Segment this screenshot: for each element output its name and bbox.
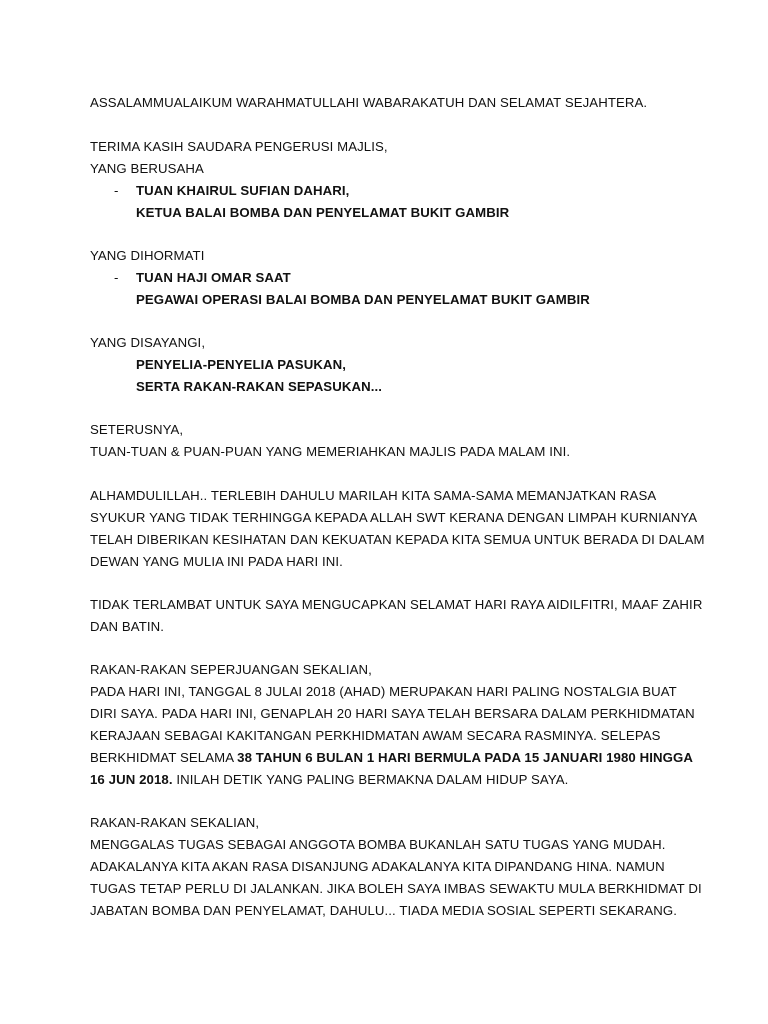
paragraph-3-line [90, 772, 568, 788]
paragraph-4-line: JABATAN BOMBA DAN PENYELAMAT, DAHULU... TIADA MEDIA SOSIAL SEPERTI SEKARANG. [90, 903, 678, 918]
paragraph-2-line: DAN BATIN. [90, 619, 165, 634]
meaningful-moment-text: INILAH DETIK YANG PALING BERMAKNA DALAM HIDUP SAYA. [172, 772, 569, 787]
paragraph-2-line: TIDAK TERLAMBAT UNTUK SAYA MENGUCAPKAN SELAMAT HARI RAYA AIDILFITRI, MAAF ZAHIR [90, 597, 703, 612]
yang-berusaha-label: YANG BERUSAHA [90, 161, 204, 176]
paragraph-3-line: DIRI SAYA. PADA HARI INI, GENAPLAH 20 HARI SAYA TELAH BERSARA DALAM PERKHIDMATAN [90, 706, 695, 721]
guest2-title: PEGAWAI OPERASI BALAI BOMBA DAN PENYELAMAT BUKIT GAMBIR [136, 292, 590, 307]
paragraph-4-line: ADAKALANYA KITA AKAN RASA DISANJUNG ADAKALANYA KITA DIPANDANG HINA. NAMUN [90, 859, 665, 874]
service-duration-text: 38 TAHUN 6 BULAN 1 HARI BERMULA PADA 15 JANUARI 1980 HINGGA [237, 750, 693, 765]
team-line-2: SERTA RAKAN-RAKAN SEPASUKAN... [136, 379, 382, 394]
service-end-date: 16 JUN 2018. [90, 772, 173, 787]
paragraph-4-line: MENGGALAS TUGAS SEBAGAI ANGGOTA BOMBA BUKANLAH SATU TUGAS YANG MUDAH. [90, 837, 666, 852]
paragraph-3-line: PADA HARI INI, TANGGAL 8 JULAI 2018 (AHAD) MERUPAKAN HARI PALING NOSTALGIA BUAT [90, 684, 677, 699]
paragraph-3-line [90, 750, 693, 766]
paragraph-1-line: SYUKUR YANG TIDAK TERHINGGA KEPADA ALLAH SWT KERANA DENGAN LIMPAH KURNIANYA [90, 510, 698, 525]
service-intro-text: BERKHIDMAT SELAMA [90, 750, 238, 765]
bullet-dash: - [114, 270, 119, 285]
team-line-1: PENYELIA-PENYELIA PASUKAN, [136, 357, 346, 372]
paragraph-1-line: ALHAMDULILLAH.. TERLEBIH DAHULU MARILAH KITA SAMA-SAMA MEMANJATKAN RASA [90, 488, 657, 503]
yang-disayangi-label: YANG DISAYANGI, [90, 335, 206, 350]
guest1-name: TUAN KHAIRUL SUFIAN DAHARI, [136, 183, 350, 198]
seterusnya-line: SETERUSNYA, [90, 422, 184, 437]
paragraph-3-heading: RAKAN-RAKAN SEPERJUANGAN SEKALIAN, [90, 662, 372, 677]
bullet-dash: - [114, 183, 119, 198]
greeting-line: ASSALAMMUALAIKUM WARAHMATULLAHI WABARAKATUH DAN SELAMAT SEJAHTERA. [90, 95, 648, 110]
paragraph-4-heading: RAKAN-RAKAN SEKALIAN, [90, 815, 260, 830]
paragraph-1-line: TELAH DIBERIKAN KESIHATAN DAN KEKUATAN KEPADA KITA SEMUA UNTUK BERADA DI DALAM [90, 532, 705, 547]
guest2-name: TUAN HAJI OMAR SAAT [136, 270, 291, 285]
audience-line: TUAN-TUAN & PUAN-PUAN YANG MEMERIAHKAN MAJLIS PADA MALAM INI. [90, 444, 571, 459]
paragraph-4-line: TUGAS TETAP PERLU DI JALANKAN. JIKA BOLEH SAYA IMBAS SEWAKTU MULA BERKHIDMAT DI [90, 881, 702, 896]
guest1-title: KETUA BALAI BOMBA DAN PENYELAMAT BUKIT GAMBIR [136, 205, 510, 220]
thanks-line: TERIMA KASIH SAUDARA PENGERUSI MAJLIS, [90, 139, 388, 154]
paragraph-3-line: KERAJAAN SEBAGAI KAKITANGAN PERKHIDMATAN AWAM SECARA RASMINYA. SELEPAS [90, 728, 661, 743]
paragraph-1-line: DEWAN YANG MULIA INI PADA HARI INI. [90, 554, 343, 569]
yang-dihormati-label: YANG DIHORMATI [90, 248, 205, 263]
